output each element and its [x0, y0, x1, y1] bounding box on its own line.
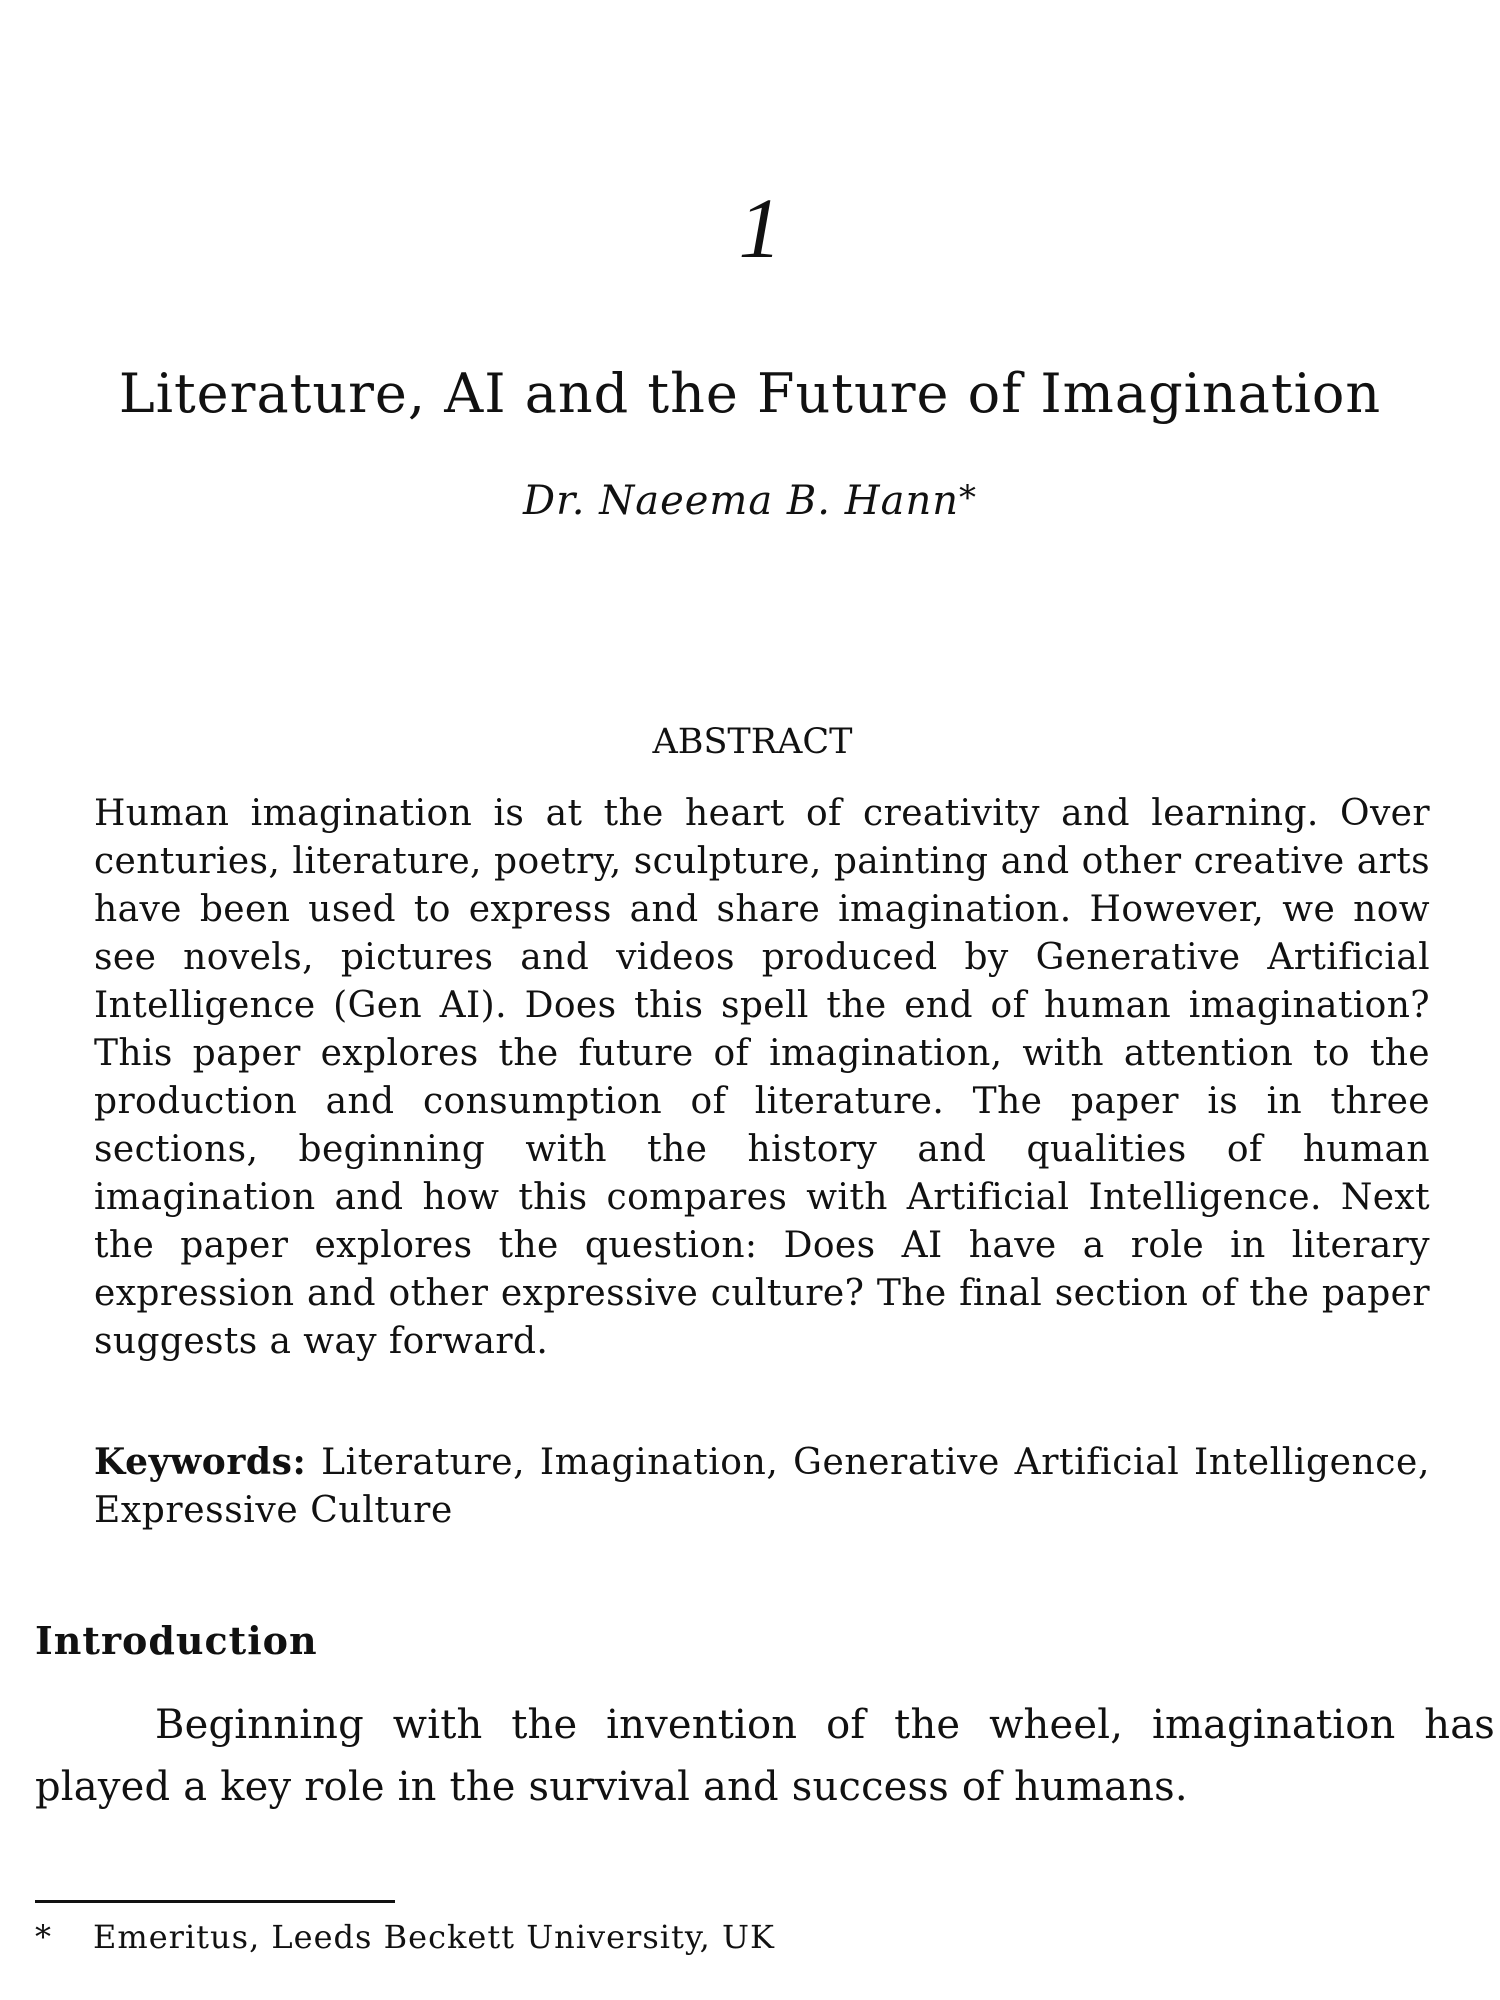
abstract-heading: ABSTRACT	[652, 722, 853, 762]
footnote	[35, 1918, 775, 1956]
footnote-text: Emeritus, Leeds Beckett University, UK	[93, 1918, 775, 1956]
section-heading-introduction: Introduction	[35, 1618, 318, 1663]
author-name: Dr. Naeema B. Hann	[523, 478, 959, 524]
footnote-divider	[35, 1900, 395, 1903]
author-note-marker: *	[959, 478, 977, 518]
chapter-title: Literature, AI and the Future of Imagination	[118, 362, 1382, 425]
footnote-marker: *	[35, 1918, 52, 1956]
chapter-number: 1	[738, 180, 782, 276]
introduction-body: Beginning with the invention of the wheel, imagination has played a key role in the survival and success of humans.	[35, 1702, 1495, 1810]
keywords-label: Keywords:	[94, 1441, 307, 1483]
abstract-body: Human imagination is at the heart of creativity and learning. Over centuries, literature, poetry, sculpture, painting and other creative arts have been used to express and share imagination. However, we now see novels, pictures and videos produced by Generative Artificial Intelligence (Gen AI). Does this spell the end of human imagination? This paper explores the future of imagination, with attention to the production and consumption of literature. The paper is in three sections, beginning with the history and qualities of human imagination and how this compares with Artificial Intelligence. Next the paper explores the question: Does AI have a role in literary expression and other expressive culture? The final section of the paper suggests a way forward.	[94, 793, 1430, 1362]
author-line	[0, 478, 1500, 524]
keywords-paragraph	[94, 1438, 1430, 1535]
keywords-list: Literature, Imagination, Generative Artificial Intelligence, Expressive Culture	[94, 1442, 1430, 1531]
